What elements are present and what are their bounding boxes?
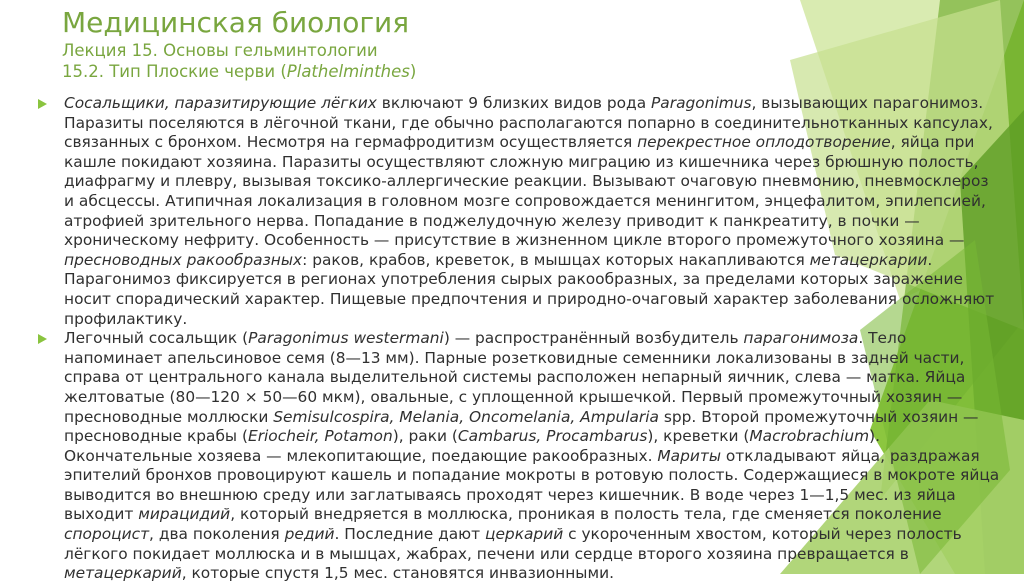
italic-term: спороцист: [64, 525, 150, 544]
text-run: с укороченным хвостом, который через полость лёгкого покидает моллюска и в мышцах, жабрах, печени или сердце второго хозяина превращается в: [64, 525, 962, 563]
subtitle-latin: Plathelminthes: [286, 62, 410, 81]
italic-term: мирацидий: [138, 505, 231, 524]
title-block: [62, 6, 782, 82]
text-run: ). Окончательные хозяева — млекопитающие, поедающие ракообразных.: [64, 427, 880, 465]
triangle-bullet-icon: [38, 334, 47, 344]
paragraph-2-text: [64, 329, 999, 582]
lecture-title: Лекция 15. Основы гельминтологии: [62, 41, 378, 60]
slide-title: Медицинская биология: [62, 6, 410, 39]
text-run: откладывают яйца, раздражая эпителий бронхов провоцируют кашель и попадание мокроты в ротовую полость. Содержащиеся в мокроте яйца выводится во внешнюю среду или заглатываясь проходят через кишечник. В воде через 1—1,5 мес. из яйца выходит: [64, 446, 1000, 524]
section-subtitle: [62, 61, 782, 82]
text-run: . Последние дают: [334, 525, 485, 544]
text-run: , яйца при кашле покидают хозяина. Паразиты осуществляют сложную миграцию из кишечника через брюшную полость, диафрагму и плевру, вызывая токсико-аллергические реакции. Вызывают очаговую пневмонию, пневмосклероз и абсцессы. Атипичная локализация в головном мозге сопровождается менингитом, энцефалитом, эпилепсией, атрофией зрительного нерва. Попадание в поджелудочную железу приводит к панкреатиту, в почки — хроническому нефриту. Особенность — присутствие в жизненном цикле второго промежуточного хозяина —: [64, 133, 989, 250]
text-run: , которые спустя 1,5 мес. становятся инвазионными.: [181, 564, 614, 583]
italic-term: метацеркарий: [64, 564, 182, 583]
slide-content: [38, 94, 1000, 584]
text-run: ), креветки (: [647, 427, 750, 446]
italic-term: Paragonimus westermani: [248, 329, 444, 348]
italic-term: метацеркарии: [809, 250, 928, 269]
italic-term: Eriocheir, Potamon: [247, 427, 393, 446]
italic-term: Сосальщики, паразитирующие лёгких: [64, 94, 377, 112]
italic-term: Paragonimus: [651, 94, 752, 112]
text-run: . Парагонимоз фиксируется в регионах употребления сырых ракообразных, за пределами которых заражение носит спорадический характер. Пищевые предпочтения и природно-очаговый характер заболевания осложняют профилактику.: [64, 250, 995, 328]
triangle-bullet-icon: [38, 99, 47, 109]
text-run: Легочный сосальщик (: [64, 329, 249, 348]
italic-term: церкарий: [484, 525, 564, 544]
paragraph-1-text: [64, 94, 994, 328]
italic-term: парагонимоза: [743, 329, 859, 348]
italic-term: Мариты: [657, 446, 721, 465]
subtitle-suffix: ): [409, 62, 417, 81]
text-run: , два поколения: [149, 525, 285, 544]
text-run: ), раки (: [392, 427, 458, 446]
bullet-paragraph-2: [38, 329, 1000, 584]
text-run: включают 9 близких видов рода: [376, 94, 652, 112]
text-run: ) — распространённый возбудитель: [443, 329, 744, 348]
italic-term: Cambarus, Procambarus: [457, 427, 648, 446]
italic-term: перекрестное оплодотворение: [637, 133, 891, 152]
text-run: : раков, крабов, креветок, в мышцах которых накапливаются: [302, 250, 810, 269]
text-run: , который внедряется в моллюска, проникая в полость тела, где сменяется поколение: [230, 505, 942, 524]
text-run: , вызывающих парагонимоз. Паразиты поселяются в лёгочной ткани, где обычно располагаются попарно в соединительнотканных капсулах, связанных с бронхом. Несмотря на гермафродитизм осуществляется: [64, 94, 993, 152]
subtitle-prefix: 15.2. Тип Плоские черви (: [62, 62, 287, 81]
italic-term: Macrobrachium: [749, 427, 870, 446]
text-run: spp. Второй промежуточный хозяин — пресноводные крабы (: [64, 407, 979, 446]
italic-term: Semisulcospira, Melania, Oncomelania, Ampularia: [273, 407, 659, 426]
italic-term: редий: [284, 525, 335, 544]
text-run: . Тело напоминает апельсиновое семя (8—13 мм). Парные розетковидные семенники локализованы в задней части, справа от центрального канала выделительной системы расположен непарный яичник, слева — матка. Яйца желтоватые (80—120 × 50—60 мкм), овальные, с уплощенной крышечкой. Первый промежуточный хозяин — пресноводные моллюски: [64, 329, 966, 426]
bullet-paragraph-1: [38, 94, 1000, 329]
italic-term: пресноводных ракообразных: [64, 250, 303, 269]
